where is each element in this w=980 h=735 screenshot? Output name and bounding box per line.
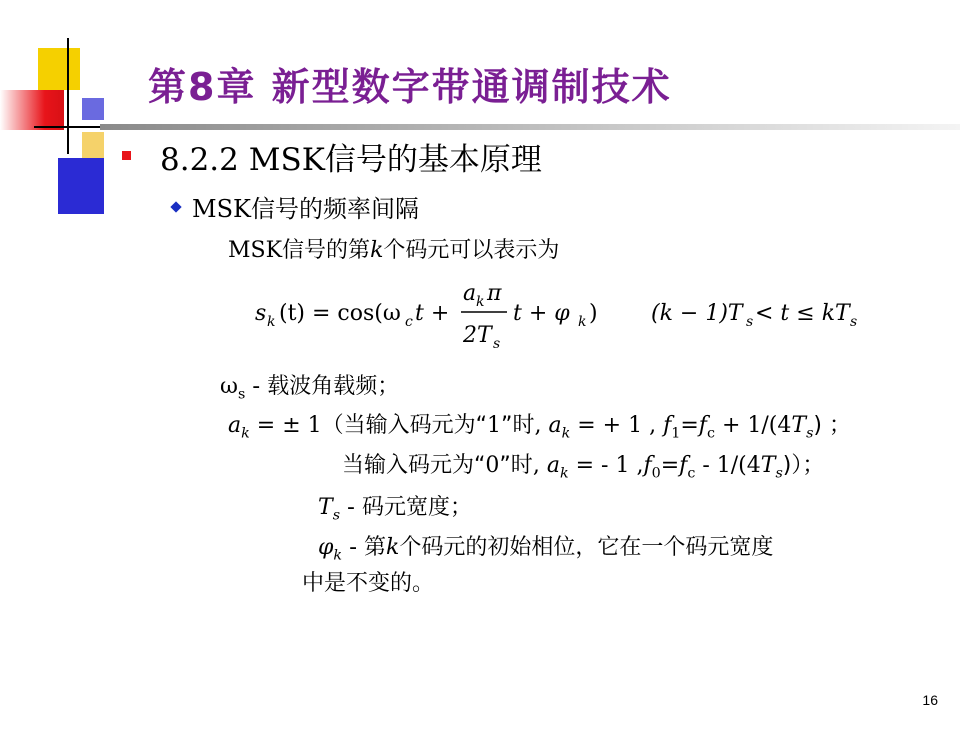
intro-line: MSK信号的第k个码元可以表示为 [228,238,560,263]
svg-text:c: c [405,314,413,330]
bullet-diamond-icon [170,201,181,212]
deco-yellow-small-square [82,132,104,158]
deco-blue-small-square [82,98,104,120]
msk-formula [255,278,865,354]
deco-yellow-square [38,48,80,90]
svg-text:s: s [850,314,858,330]
svg-text:s: s [255,301,267,326]
subsection-heading: MSK信号的频率间隔 [192,195,419,223]
svg-text:a: a [463,281,477,306]
svg-text:t +: t + [415,301,450,326]
svg-text:k: k [578,314,587,330]
ts-definition: $T_s$ - 码元宽度； [318,495,472,524]
bullet-square-icon [122,151,131,160]
svg-text:(t) = cos(ω: (t) = cos(ω [279,301,401,326]
svg-text:): ) [589,301,598,326]
svg-text:2T: 2T [463,323,492,348]
deco-vertical-line [67,38,69,154]
svg-text:(k − 1)T: (k − 1)T [651,301,743,326]
svg-text:s: s [493,336,501,352]
svg-text:k: k [267,314,276,330]
svg-text:π: π [487,281,502,306]
title-underline [100,124,960,130]
svg-text:t + φ: t + φ [513,301,570,326]
svg-text:< t ≤ kT: < t ≤ kT [755,301,850,326]
omega-definition: $\omega_s$ - 载波角载频； [220,374,400,403]
deco-red-bar [0,90,64,130]
ak-definition-line-2: 当输入码元为“0”时, $a_k$ = - 1 $,f_0=f_c - 1/(4T_s)$）； [342,453,825,482]
svg-text:s: s [746,314,754,330]
phik-definition: $\varphi_k$ - 第k个码元的初始相位，它在一个码元宽度 [318,535,774,564]
deco-blue-square [58,158,104,214]
page-number: 16 [922,692,938,708]
ak-definition-line-1: $a_k$ = ± 1（当输入码元为“1”时, $a_k$ = + 1 , $f_1=f_c + 1/(4T_s)$ ； [228,413,851,442]
svg-text:k: k [476,294,485,310]
slide-title: 第8章 新型数字带通调制技术 [148,65,672,109]
phik-definition-continued: 中是不变的。 [302,571,435,596]
section-heading: 8.2.2 MSK信号的基本原理 [160,142,542,178]
